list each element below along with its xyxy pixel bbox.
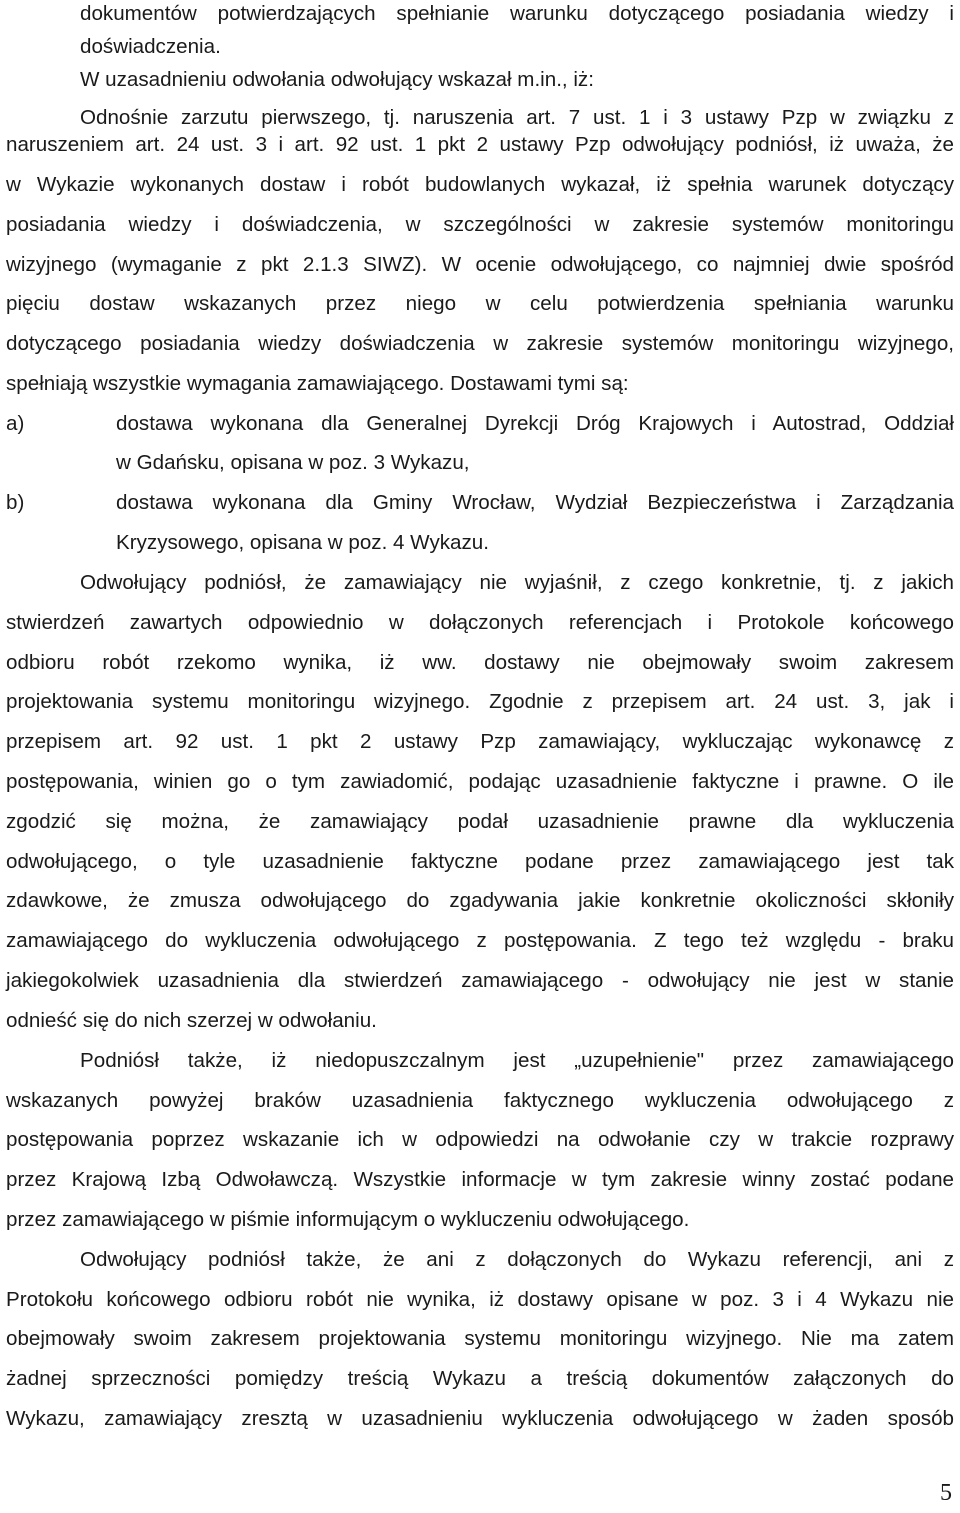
text-line: dotyczącego posiadania wiedzy doświadczenia w zakresie systemów monitoringu wizyjnego, xyxy=(6,332,954,355)
text-line: Protokołu końcowego odbioru robót nie wynika, iż dostawy opisane w poz. 3 i 4 Wykazu nie xyxy=(6,1288,954,1311)
text-line: projektowania systemu monitoringu wizyjnego. Zgodnie z przepisem art. 24 ust. 3, jak i xyxy=(6,690,954,713)
page-number: 5 xyxy=(940,1480,952,1506)
text-line: wskazanych powyżej braków uzasadnienia faktycznego wykluczenia odwołującego z xyxy=(6,1089,954,1112)
text-line: wizyjnego (wymaganie z pkt 2.1.3 SIWZ). W ocenie odwołującego, co najmniej dwie spośród xyxy=(6,253,954,276)
text-line: pięciu dostaw wskazanych przez niego w celu potwierdzenia spełniania warunku xyxy=(6,292,954,315)
text-line: postępowania poprzez wskazanie ich w odpowiedzi na odwołanie czy w trakcie rozprawy xyxy=(6,1128,954,1151)
text-line: Odwołujący podniósł, że zamawiający nie wyjaśnił, z czego konkretnie, tj. z jakich xyxy=(80,571,954,594)
list-item-a-line: w Gdańsku, opisana w poz. 3 Wykazu, xyxy=(116,451,470,474)
text-line: jakiegokolwiek uzasadnienia dla stwierdzeń zamawiającego - odwołujący nie jest w stanie xyxy=(6,969,954,992)
text-line: odbioru robót rzekomo wynika, iż ww. dostawy nie obejmowały swoim zakresem xyxy=(6,651,954,674)
list-marker-b: b) xyxy=(6,491,25,514)
text-line: naruszeniem art. 24 ust. 3 i art. 92 ust. 1 pkt 2 ustawy Pzp odwołujący podniósł, iż uważa, że xyxy=(6,133,954,156)
list-marker-a: a) xyxy=(6,412,25,435)
text-line: odwołującego, o tyle uzasadnienie faktyczne podane przez zamawiającego jest tak xyxy=(6,850,954,873)
text-line: zdawkowe, że zmusza odwołującego do zgadywania jakie konkretnie okoliczności skłoniły xyxy=(6,889,954,912)
text-line: zamawiającego do wykluczenia odwołującego z postępowania. Z tego też względu - braku xyxy=(6,929,954,952)
list-item-b-line: Kryzysowego, opisana w poz. 4 Wykazu. xyxy=(116,531,489,554)
list-item-b-line: dostawa wykonana dla Gminy Wrocław, Wydział Bezpieczeństwa i Zarządzania xyxy=(116,491,954,514)
text-line: doświadczenia. xyxy=(80,35,221,58)
text-line: dokumentów potwierdzających spełnianie warunku dotyczącego posiadania wiedzy i xyxy=(80,2,954,25)
text-line: przez zamawiającego w piśmie informującym o wykluczeniu odwołującego. xyxy=(6,1208,690,1231)
text-line: zgodzić się można, że zamawiający podał uzasadnienie prawne dla wykluczenia xyxy=(6,810,954,833)
text-line: przez Krajową Izbą Odwoławczą. Wszystkie informacje w tym zakresie winny zostać podane xyxy=(6,1168,954,1191)
text-line: żadnej sprzeczności pomiędzy treścią Wykazu a treścią dokumentów załączonych do xyxy=(6,1367,954,1390)
text-line: W uzasadnieniu odwołania odwołujący wskazał m.in., iż: xyxy=(80,68,594,91)
text-line: obejmowały swoim zakresem projektowania systemu monitoringu wizyjnego. Nie ma zatem xyxy=(6,1327,954,1350)
text-line: przepisem art. 92 ust. 1 pkt 2 ustawy Pzp zamawiający, wykluczając wykonawcę z xyxy=(6,730,954,753)
text-line: Odwołujący podniósł także, że ani z dołączonych do Wykazu referencji, ani z xyxy=(80,1248,954,1271)
list-item-a-line: dostawa wykonana dla Generalnej Dyrekcji Dróg Krajowych i Autostrad, Oddział xyxy=(116,412,954,435)
text-line: Wykazu, zamawiający zresztą w uzasadnieniu wykluczenia odwołującego w żaden sposób xyxy=(6,1407,954,1430)
text-line: w Wykazie wykonanych dostaw i robót budowlanych wykazał, iż spełnia warunek dotyczący xyxy=(6,173,954,196)
text-line: odnieść się do nich szerzej w odwołaniu. xyxy=(6,1009,377,1032)
text-line: Odnośnie zarzutu pierwszego, tj. naruszenia art. 7 ust. 1 i 3 ustawy Pzp w związku z xyxy=(80,106,954,129)
text-line: stwierdzeń zawartych odpowiednio w dołączonych referencjach i Protokole końcowego xyxy=(6,611,954,634)
text-line: Podniósł także, iż niedopuszczalnym jest „uzupełnienie" przez zamawiającego xyxy=(80,1049,954,1072)
text-line: postępowania, winien go o tym zawiadomić, podając uzasadnienie faktyczne i prawne. O ile xyxy=(6,770,954,793)
text-line: spełniają wszystkie wymagania zamawiającego. Dostawami tymi są: xyxy=(6,372,629,395)
text-line: posiadania wiedzy i doświadczenia, w szczególności w zakresie systemów monitoringu xyxy=(6,213,954,236)
